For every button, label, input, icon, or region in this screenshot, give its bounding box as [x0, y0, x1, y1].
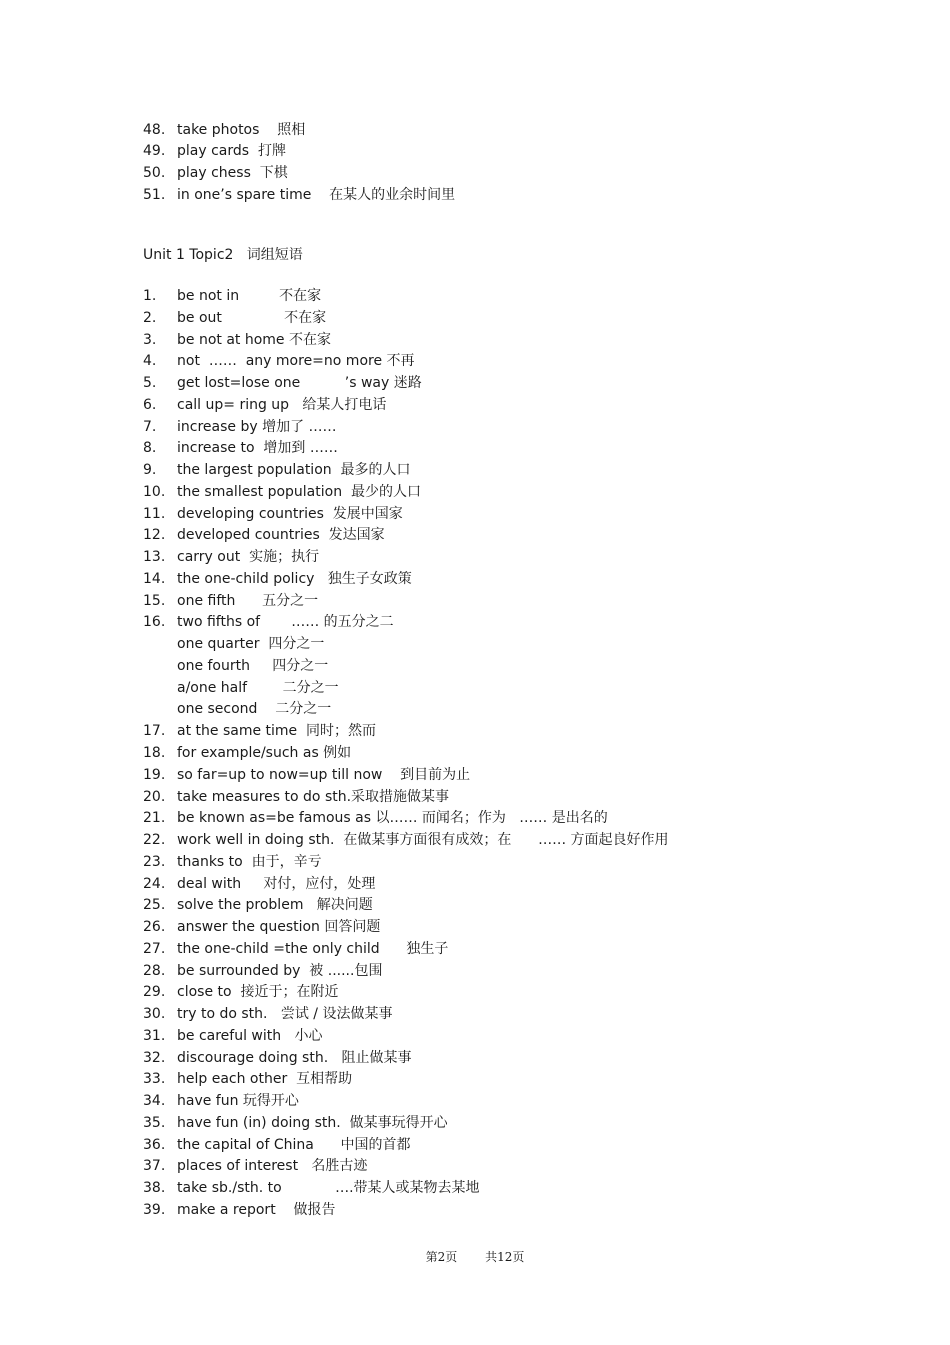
item-number: 18.	[143, 745, 166, 761]
item-number: 26.	[143, 919, 166, 935]
item-text: not …… any more=no more 不再	[177, 353, 415, 369]
item-text: a/one half 二分之一	[177, 680, 339, 696]
item-number: 35.	[143, 1115, 166, 1131]
item-number: 49.	[143, 143, 166, 159]
item-number: 1.	[143, 288, 157, 304]
item-text: help each other 互相帮助	[177, 1071, 353, 1087]
page-footer	[0, 1249, 950, 1265]
item-number: 20.	[143, 789, 166, 805]
item-number: 32.	[143, 1050, 166, 1066]
item-number: 51.	[143, 187, 166, 203]
item-number: 13.	[143, 549, 166, 565]
section-heading: Unit 1 Topic2 词组短语	[143, 247, 303, 263]
item-number: 5.	[143, 375, 157, 391]
item-text: call up= ring up 给某人打电话	[177, 397, 387, 413]
item-number: 7.	[143, 419, 157, 435]
item-text: one fifth 五分之一	[177, 593, 319, 609]
item-number: 11.	[143, 506, 166, 522]
item-number: 34.	[143, 1093, 166, 1109]
item-text: for example/such as 例如	[177, 745, 352, 761]
item-text: two fifths of …… 的五分之二	[177, 614, 394, 630]
item-text: increase by 增加了 ……	[177, 419, 337, 435]
item-number: 39.	[143, 1202, 166, 1218]
item-number: 21.	[143, 810, 166, 826]
item-text: be out 不在家	[177, 310, 327, 326]
item-text: so far=up to now=up till now 到目前为止	[177, 767, 471, 783]
item-number: 38.	[143, 1180, 166, 1196]
item-number: 16.	[143, 614, 166, 630]
item-text: the one-child =the only child 独生子	[177, 941, 449, 957]
item-number: 27.	[143, 941, 166, 957]
item-number: 14.	[143, 571, 166, 587]
item-text: have fun 玩得开心	[177, 1093, 299, 1109]
item-number: 31.	[143, 1028, 166, 1044]
item-text: deal with 对付，应付，处理	[177, 876, 376, 892]
page-number: 第2页	[425, 1250, 458, 1264]
item-number: 29.	[143, 984, 166, 1000]
item-text: take sb./sth. to ….带某人或某物去某地	[177, 1180, 480, 1196]
item-number: 8.	[143, 440, 157, 456]
item-number: 19.	[143, 767, 166, 783]
item-number: 9.	[143, 462, 157, 478]
item-number: 37.	[143, 1158, 166, 1174]
item-number: 17.	[143, 723, 166, 739]
item-text: take measures to do sth.采取措施做某事	[177, 789, 450, 805]
item-number: 4.	[143, 353, 157, 369]
item-text: be surrounded by 被 ......包围	[177, 963, 383, 979]
item-text: play chess 下棋	[177, 165, 288, 181]
item-number: 3.	[143, 332, 157, 348]
item-number: 2.	[143, 310, 157, 326]
item-text: one quarter 四分之一	[177, 636, 325, 652]
item-text: work well in doing sth. 在做某事方面很有成效；在 …… 方面起良好作用	[177, 832, 669, 848]
item-text: one fourth 四分之一	[177, 658, 329, 674]
item-text: developed countries 发达国家	[177, 527, 385, 543]
item-text: play cards 打牌	[177, 143, 286, 159]
item-text: get lost=lose one ’s way 迷路	[177, 375, 422, 391]
item-text: have fun (in) doing sth. 做某事玩得开心	[177, 1115, 448, 1131]
item-text: try to do sth. 尝试 / 设法做某事	[177, 1006, 393, 1022]
item-text: be careful with 小心	[177, 1028, 323, 1044]
item-number: 22.	[143, 832, 166, 848]
item-text: solve the problem 解决问题	[177, 897, 373, 913]
item-text: at the same time 同时；然而	[177, 723, 377, 739]
item-text: be known as=be famous as 以…… 而闻名；作为 …… 是出名的	[177, 810, 608, 826]
item-text: places of interest 名胜古迹	[177, 1158, 368, 1174]
item-text: the capital of China 中国的首都	[177, 1137, 411, 1153]
item-text: make a report 做报告	[177, 1202, 336, 1218]
item-text: the one-child policy 独生子女政策	[177, 571, 412, 587]
item-text: close to 接近于；在附近	[177, 984, 339, 1000]
item-number: 24.	[143, 876, 166, 892]
item-number: 33.	[143, 1071, 166, 1087]
item-number: 6.	[143, 397, 157, 413]
item-text: in one’s spare time 在某人的业余时间里	[177, 187, 456, 203]
item-number: 48.	[143, 122, 166, 138]
item-number: 28.	[143, 963, 166, 979]
item-text: be not in 不在家	[177, 288, 322, 304]
item-text: discourage doing sth. 阻止做某事	[177, 1050, 412, 1066]
item-text: the largest population 最多的人口	[177, 462, 411, 478]
item-number: 30.	[143, 1006, 166, 1022]
item-text: increase to 增加到 ……	[177, 440, 338, 456]
item-text: developing countries 发展中国家	[177, 506, 403, 522]
item-number: 36.	[143, 1137, 166, 1153]
item-text: answer the question 回答问题	[177, 919, 381, 935]
item-text: take photos 照相	[177, 122, 306, 138]
page-total: 共12页	[485, 1250, 525, 1264]
item-text: thanks to 由于，辛亏	[177, 854, 322, 870]
item-number: 50.	[143, 165, 166, 181]
item-number: 10.	[143, 484, 166, 500]
item-text: the smallest population 最少的人口	[177, 484, 421, 500]
item-text: one second 二分之一	[177, 701, 332, 717]
item-text: carry out 实施；执行	[177, 549, 320, 565]
item-number: 23.	[143, 854, 166, 870]
item-text: be not at home 不在家	[177, 332, 331, 348]
item-number: 25.	[143, 897, 166, 913]
item-number: 15.	[143, 593, 166, 609]
item-number: 12.	[143, 527, 166, 543]
